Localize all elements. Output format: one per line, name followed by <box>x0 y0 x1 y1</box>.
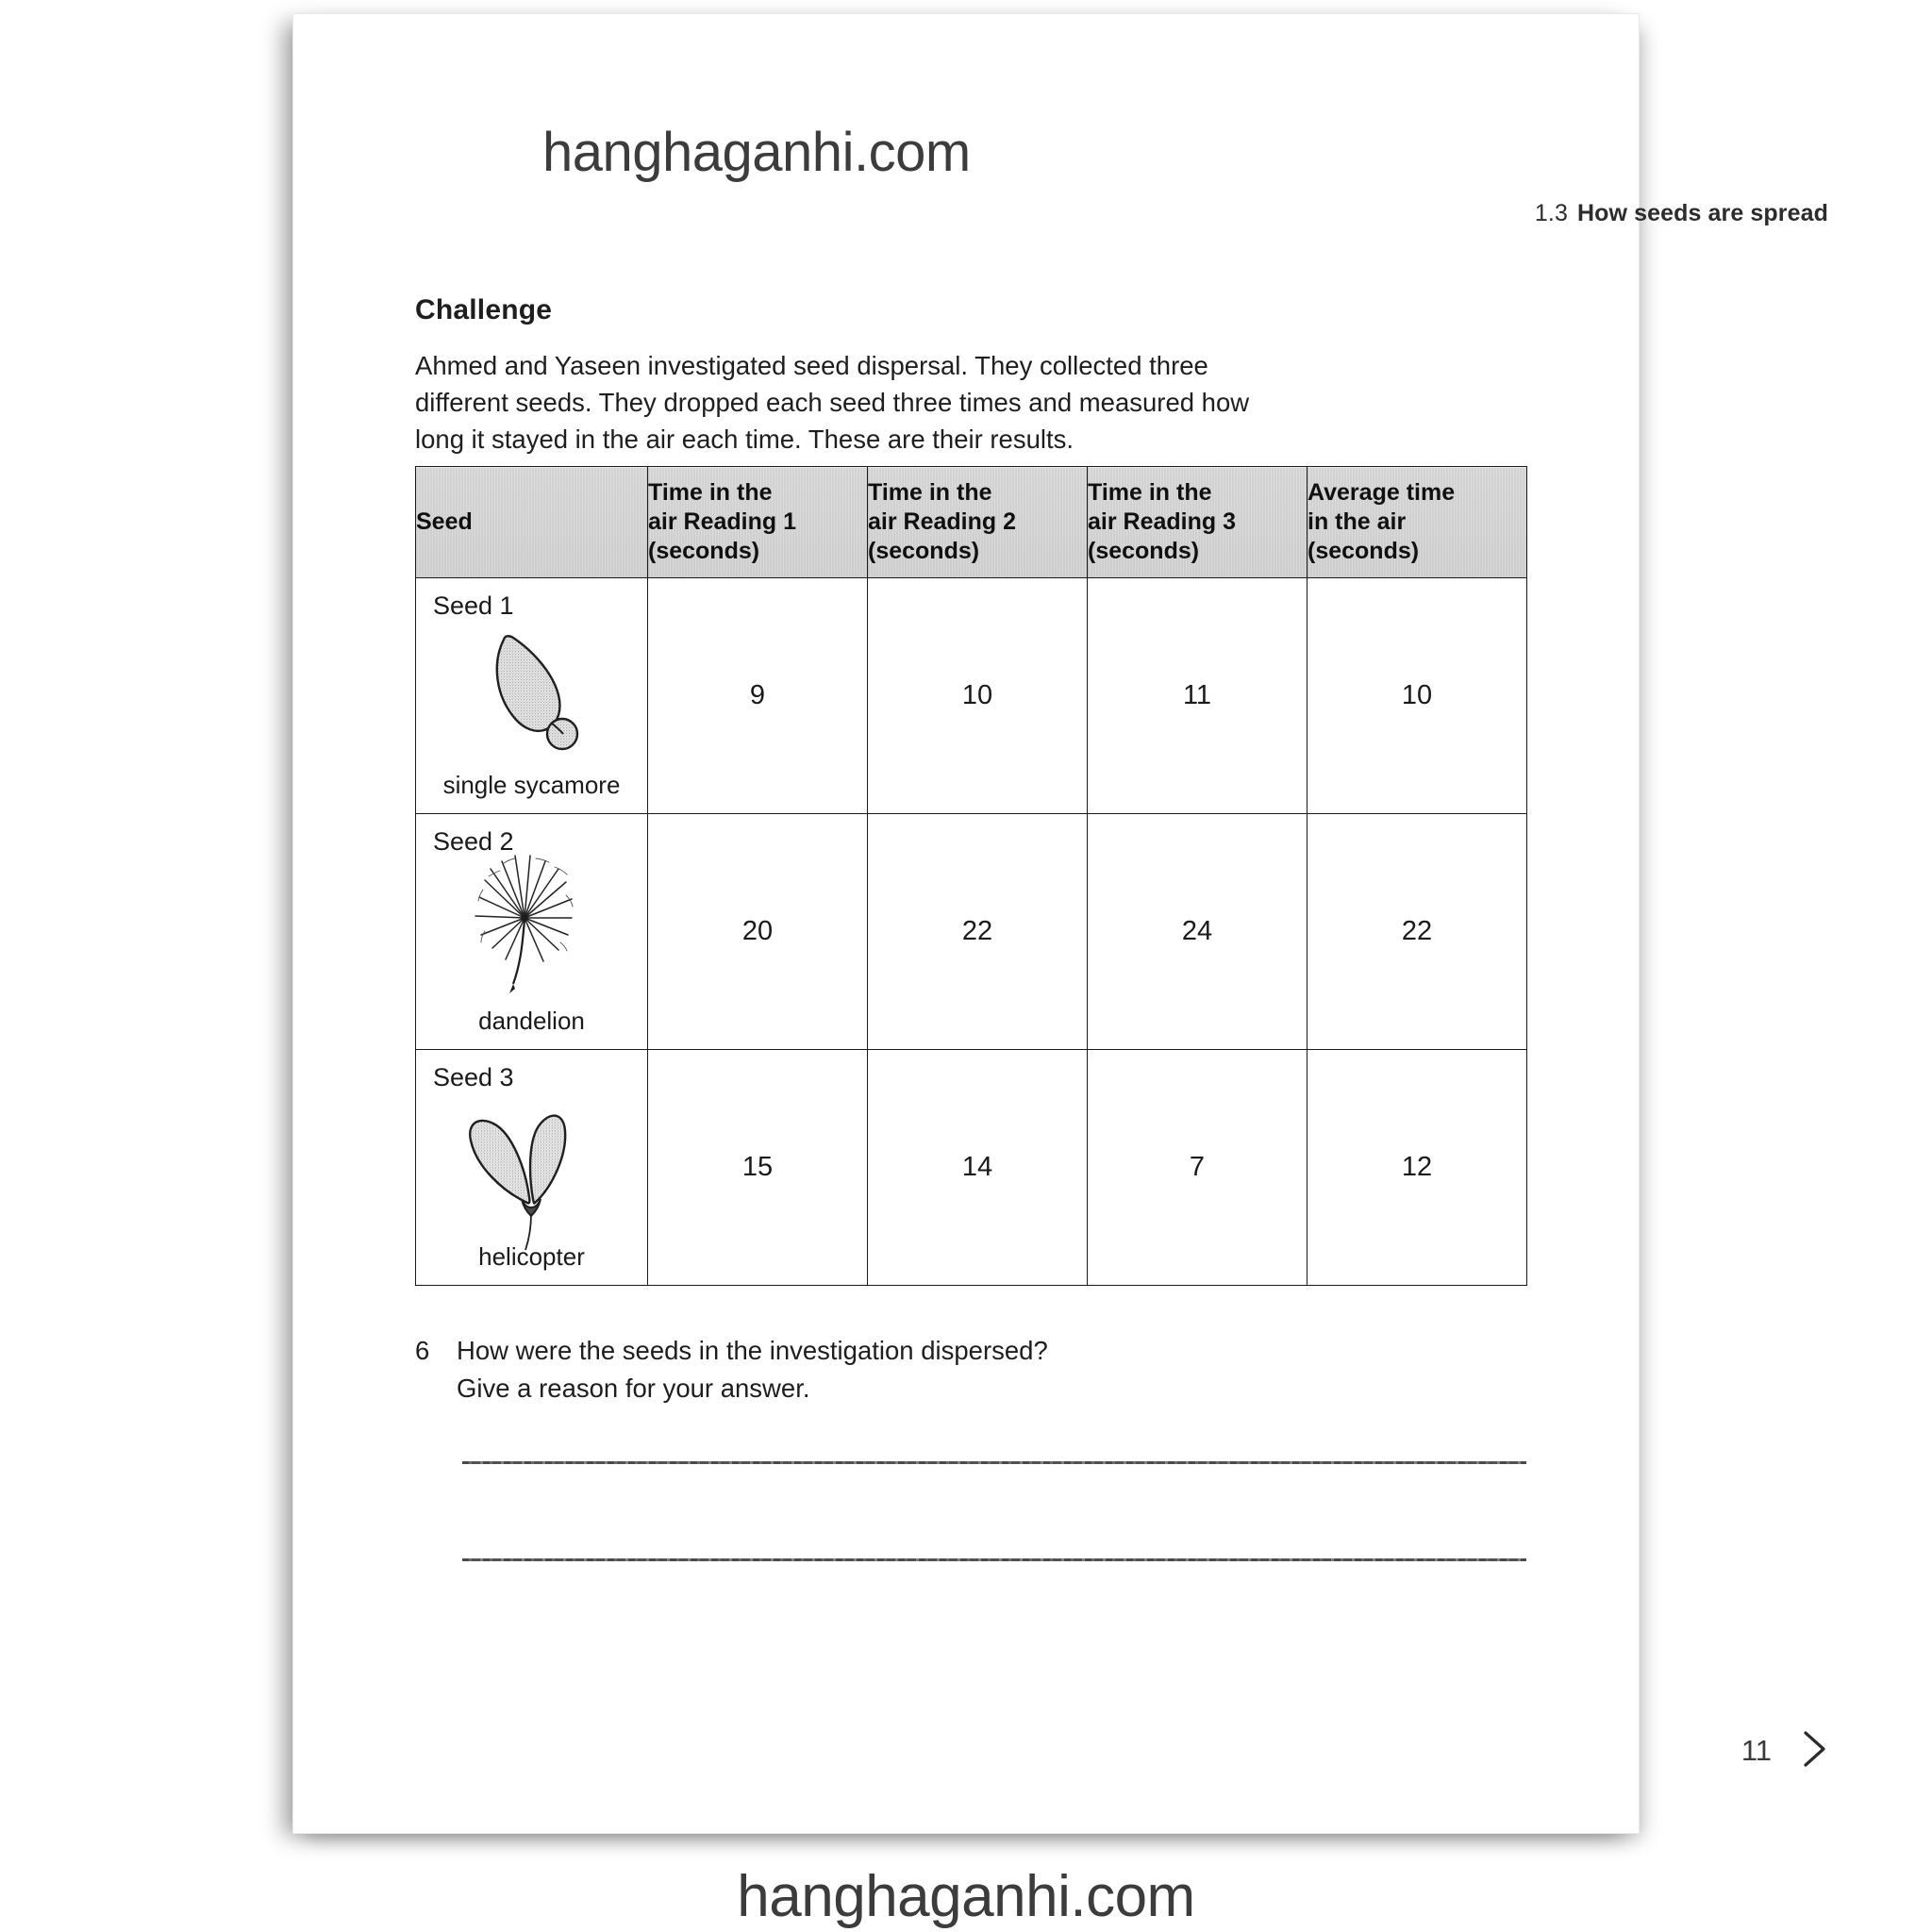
table-row <box>416 814 1527 1050</box>
reading-1-value: 9 <box>648 578 868 814</box>
answer-line-2[interactable] <box>462 1558 1526 1561</box>
challenge-line-1: Ahmed and Yaseen investigated seed dispersal. They collected three <box>415 351 1208 380</box>
page-number: 11 <box>1740 1734 1772 1767</box>
question-line-2: Give a reason for your answer. <box>457 1374 810 1403</box>
reading-2-value: 22 <box>868 814 1088 1050</box>
column-header-reading-1 <box>648 467 868 578</box>
challenge-line-2: different seeds. They dropped each seed three times and measured how <box>415 388 1250 417</box>
column-header-reading-3 <box>1088 467 1307 578</box>
challenge-line-3: long it stayed in the air each time. These are their results. <box>415 425 1074 454</box>
header-line-3: (seconds) <box>868 538 980 564</box>
watermark-top: hanghaganhi.com <box>542 122 971 183</box>
table-row <box>416 1050 1527 1286</box>
column-header-seed: Seed <box>416 467 648 578</box>
column-header-reading-2 <box>868 467 1088 578</box>
seed-name: single sycamore <box>442 771 621 799</box>
seed-cell <box>416 814 648 1050</box>
reading-1-value: 15 <box>648 1050 868 1286</box>
header-line-2: in the air <box>1307 508 1407 535</box>
header-line-3: (seconds) <box>1307 538 1420 564</box>
running-head <box>1535 200 1828 227</box>
table-header <box>416 467 1527 578</box>
table-body <box>416 578 1527 1286</box>
reading-2-value: 14 <box>868 1050 1088 1286</box>
column-header-average <box>1307 467 1527 578</box>
question-line-1: How were the seeds in the investigation dispersed? <box>457 1336 1048 1365</box>
sycamore-seed-icon <box>416 627 647 769</box>
reading-1-value: 20 <box>648 814 868 1050</box>
chevron-right-icon[interactable] <box>1798 1728 1830 1770</box>
running-head-title: How seeds are spread <box>1576 200 1828 226</box>
watermark-bottom: hanghaganhi.com <box>737 1864 1195 1929</box>
average-value: 12 <box>1307 1050 1527 1286</box>
answer-line-1[interactable] <box>462 1461 1526 1464</box>
seed-label: Seed 2 <box>433 827 514 856</box>
table-header-row <box>416 467 1527 578</box>
dandelion-seed-icon <box>416 856 647 997</box>
header-line-3: (seconds) <box>648 538 760 564</box>
header-line-1: Time in the <box>1088 479 1212 506</box>
question-6 <box>415 1332 1048 1407</box>
seed-name: dandelion <box>478 1007 585 1035</box>
seed-cell <box>416 1050 648 1286</box>
challenge-heading: Challenge <box>415 294 553 325</box>
running-head-number: 1.3 <box>1534 200 1568 226</box>
reading-2-value: 10 <box>868 578 1088 814</box>
reading-3-value: 24 <box>1088 814 1307 1050</box>
average-value: 22 <box>1307 814 1527 1050</box>
header-line-1: Time in the <box>868 479 992 506</box>
seed-cell <box>416 578 648 814</box>
header-line-1: Time in the <box>648 479 773 506</box>
header-line-3: (seconds) <box>1088 538 1200 564</box>
seed-label: Seed 3 <box>433 1063 514 1091</box>
challenge-body <box>415 347 1349 458</box>
reading-3-value: 7 <box>1088 1050 1307 1286</box>
average-value: 10 <box>1307 578 1527 814</box>
header-line-2: air Reading 1 <box>648 508 796 535</box>
seed-name: helicopter <box>478 1242 585 1271</box>
seed-label: Seed 1 <box>433 591 514 620</box>
header-line-2: air Reading 3 <box>1088 508 1236 535</box>
results-table <box>415 466 1527 1286</box>
question-text <box>457 1332 1048 1407</box>
header-line-2: air Reading 2 <box>868 508 1016 535</box>
header-line-1: Average time <box>1307 479 1456 506</box>
question-number: 6 <box>415 1336 430 1365</box>
reading-3-value: 11 <box>1088 578 1307 814</box>
table-row <box>416 578 1527 814</box>
helicopter-seed-icon <box>416 1095 647 1251</box>
